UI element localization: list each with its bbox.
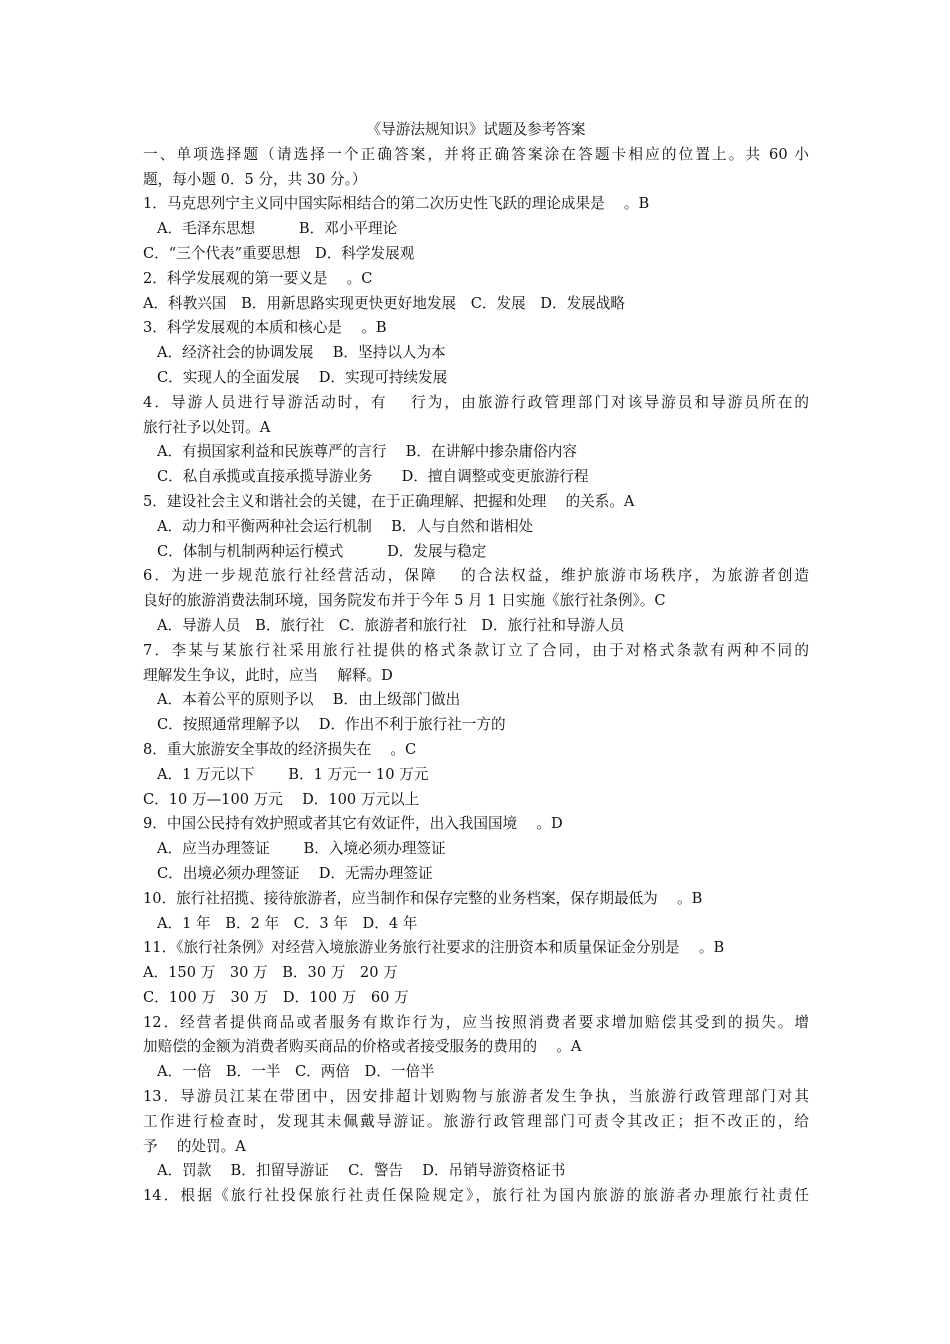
text-line: A．毛泽东思想 B．邓小平理论 [157,220,398,238]
text-line: C．按照通常理解予以 D．作出不利于旅行社一方的 [157,716,506,734]
text-line: 良好的旅游消费法制环境，国务院发布并于今年 5 月 1 日实施《旅行社条例》。C [143,592,666,610]
text-line: A．150 万 30 万 B．30 万 20 万 [143,964,398,982]
text-line: 理解发生争议，此时，应当 解释。D [143,666,393,684]
text-line: 11．《旅行社条例》对经营入境旅游业务旅行社要求的注册资本和质量保证金分别是 。B [143,939,725,957]
text-line: A．经济社会的协调发展 B．坚持以人为本 [157,344,446,362]
text-line: C．体制与机制两种运行模式 D．发展与稳定 [157,542,487,560]
document-title: 《导游法规知识》试题及参考答案 [366,121,586,138]
text-line: C．实现人的全面发展 D．实现可持续发展 [157,368,448,386]
text-line: 工作进行检查时，发现其未佩戴导游证。旅游行政管理部门可责令其改正；拒不改正的，给 [143,1112,809,1130]
text-line: A．1 年 B．2 年 C．3 年 D．4 年 [157,914,418,932]
text-line: 一、单项选择题（请选择一个正确答案，并将正确答案涂在答题卡相应的位置上。共 60 小 [143,145,809,163]
text-line: A．动力和平衡两种社会运行机制 B．人与自然和谐相处 [157,517,534,535]
text-line: 10．旅行社招揽、接待旅游者，应当制作和保存完整的业务档案，保存期最低为 。B [143,889,703,907]
text-line: 2．科学发展观的第一要义是 。C [143,269,373,287]
text-line: 8．重大旅游安全事故的经济损失在 。C [143,740,417,758]
text-line: 6．为进一步规范旅行社经营活动，保障 的合法权益，维护旅游市场秩序，为旅游者创造 [143,567,809,585]
text-line: C．出境必须办理签证 D．无需办理签证 [157,864,433,882]
text-line: 旅行社予以处罚。A [143,418,271,436]
text-line: A．1 万元以下 B．1 万元一 10 万元 [157,765,429,783]
text-line: A．有损国家利益和民族尊严的言行 B．在讲解中掺杂庸俗内容 [157,443,577,461]
document-body [143,118,809,1209]
text-line: 4．导游人员进行导游活动时，有 行为，由旅游行政管理部门对该导游员和导游员所在的 [143,393,809,411]
text-line: 加赔偿的金额为消费者购买商品的价格或者接受服务的费用的 。A [143,1038,582,1056]
text-line: 9．中国公民持有效护照或者其它有效证件，出入我国国境 。D [143,815,563,833]
text-line: C．私自承揽或直接承揽导游业务 D．擅自调整或变更旅游行程 [157,468,589,486]
text-line: C．“三个代表”重要思想 D．科学发展观 [143,244,415,262]
text-line: A．科教兴国 B．用新思路实现更快更好地发展 C．发展 D．发展战略 [143,294,625,312]
text-line: 3．科学发展观的本质和核心是 。B [143,319,387,337]
text-line: 13．导游员江某在带团中，因安排超计划购物与旅游者发生争执，当旅游行政管理部门对其 [143,1088,809,1106]
text-line: A．本着公平的原则予以 B．由上级部门做出 [157,691,461,709]
text-line: A．应当办理签证 B．入境必须办理签证 [157,840,446,858]
text-line: 14．根据《旅行社投保旅行社责任保险规定》，旅行社为国内旅游的旅游者办理旅行社责任 [143,1187,809,1205]
text-line: 5．建设社会主义和谐社会的关键，在于正确理解、把握和处理 的关系。A [143,492,635,510]
text-line: C．100 万 30 万 D．100 万 60 万 [143,988,409,1006]
text-line: C．10 万—100 万元 D．100 万元以上 [143,790,420,808]
text-line: 12．经营者提供商品或者服务有欺诈行为，应当按照消费者要求增加赔偿其受到的损失。增 [143,1013,809,1031]
text-line: A．罚款 B．扣留导游证 C．警告 D．吊销导游资格证书 [157,1162,566,1180]
text-line: A．一倍 B．一半 C．两倍 D．一倍半 [157,1063,435,1081]
text-line: 1．马克思列宁主义同中国实际相结合的第二次历史性飞跃的理论成果是 。B [143,195,650,213]
text-line: A．导游人员 B．旅行社 C．旅游者和旅行社 D．旅行社和导游人员 [157,616,625,634]
text-line: 题，每小题 0．5 分，共 30 分。） [143,170,367,188]
text-line: 7．李某与某旅行社采用旅行社提供的格式条款订立了合同，由于对格式条款有两种不同的 [143,641,809,659]
text-line: 予 的处罚。A [143,1137,246,1155]
